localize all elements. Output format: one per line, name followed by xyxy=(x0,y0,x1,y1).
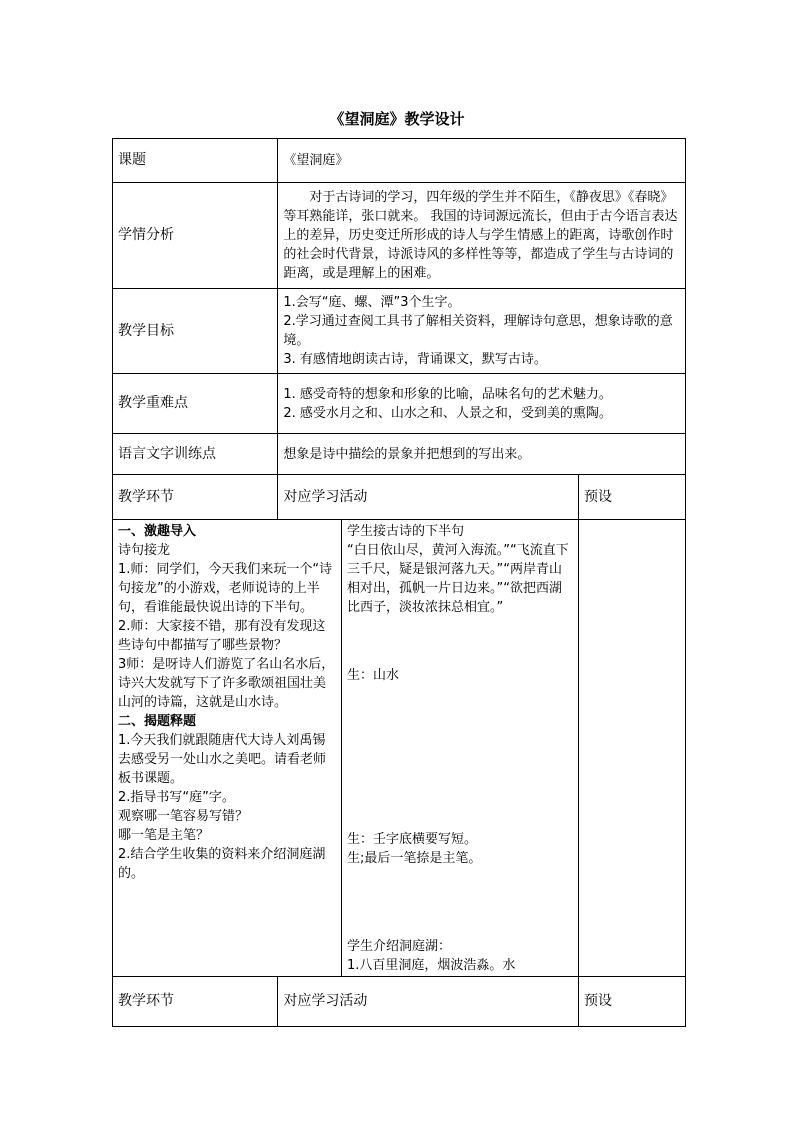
label-language: 语言文字训练点 xyxy=(113,434,278,475)
activity-line: 学生介绍洞庭湖： xyxy=(347,939,452,954)
step-line: 3师：是呀诗人们游览了名山名水后，诗兴大发就写下了许多歌颂祖国壮美山河的诗篇，这就是山水诗。 xyxy=(118,657,335,710)
header-activity: 对应学习活动 xyxy=(278,475,579,520)
teacher-steps xyxy=(113,520,342,976)
row-key-points xyxy=(113,374,686,434)
step-line: 诗句接龙 xyxy=(118,543,171,558)
lesson-plan-table xyxy=(112,138,686,1027)
header-step: 教学环节 xyxy=(113,475,278,520)
value-analysis: 对于古诗词的学习，四年级的学生并不陌生，《静夜思》《春晓》等耳熟能详，张口就来。 我国的诗词源远流长，但由于古今语言表达上的差异，历史变迁所形成的诗人与学生情感上的距离，诗歌创作时的社会时代背景，诗派诗风的多样性等等，都造成了学生与古诗词的距离，或是理解上的困难。 xyxy=(283,190,678,281)
row-goals xyxy=(113,289,686,374)
step-heading: 二、揭题释题 xyxy=(118,714,197,729)
document-title: 《望洞庭》教学设计 xyxy=(329,110,465,128)
activity-line: 学生接古诗的下半句 xyxy=(347,524,465,539)
header-preset: 预设 xyxy=(579,475,686,520)
preset-cell xyxy=(579,520,686,977)
key-point-item: 2. 感受水月之和、山水之和、人景之和，受到美的熏陶。 xyxy=(283,405,612,421)
row-analysis xyxy=(113,183,686,289)
row-language xyxy=(113,434,686,475)
step-line: 2.指导书写“庭”字。 xyxy=(118,790,235,805)
step-line: 观察哪一笔容易写错？ xyxy=(118,809,249,824)
step-line: 1.师：同学们，今天我们来玩一个“诗句接龙”的小游戏，老师说诗的上半句，看谁能最快说出诗的下半句。 xyxy=(118,562,333,615)
activity-line: 生：山水 xyxy=(347,668,400,683)
row-topic xyxy=(113,139,686,183)
activity-line: 1.八百里洞庭，烟波浩淼。水 xyxy=(347,958,516,973)
row-process-header xyxy=(113,475,686,520)
step-line: 哪一笔是主笔？ xyxy=(118,828,210,843)
footer-preset: 预设 xyxy=(579,977,686,1027)
step-heading: 一、激趣导入 xyxy=(118,524,197,539)
goal-item: 3. 有感情地朗读古诗，背诵课文，默写古诗。 xyxy=(283,352,547,367)
student-activities xyxy=(342,520,578,976)
goal-item: 2.学习通过查阅工具书了解相关资料，理解诗句意思，想象诗歌的意境。 xyxy=(283,314,673,348)
row-footer-header xyxy=(113,977,686,1027)
label-goals: 教学目标 xyxy=(113,289,278,374)
activity-line: “白日依山尽，黄河入海流。”“飞流直下三千尺，疑是银河落九天。”“两岸青山相对出，孤帆一片日边来。”“欲把西湖比西子，淡妆浓抹总相宜。” xyxy=(347,543,569,615)
step-line: 2.结合学生收集的资料来介绍洞庭湖的。 xyxy=(118,847,326,881)
footer-activity: 对应学习活动 xyxy=(278,977,579,1027)
row-process-content xyxy=(113,520,686,977)
activity-line: 生;最后一笔捺是主笔。 xyxy=(347,851,482,866)
activity-line: 生：壬字底横要写短。 xyxy=(347,832,478,847)
label-analysis: 学情分析 xyxy=(113,183,278,289)
label-topic: 课题 xyxy=(113,139,278,183)
label-key-points: 教学重难点 xyxy=(113,374,278,434)
value-language: 想象是诗中描绘的景象并把想到的写出来。 xyxy=(278,434,686,475)
step-line: 2.师：大家接不错，那有没有发现这些诗句中都描写了哪些景物？ xyxy=(118,619,326,653)
value-topic: 《望洞庭》 xyxy=(278,139,686,183)
footer-step: 教学环节 xyxy=(113,977,278,1027)
step-line: 1.今天我们就跟随唐代大诗人刘禹锡去感受另一处山水之美吧。请看老师板书课题。 xyxy=(118,733,327,786)
goal-item: 1.会写“庭、螺、潭”3个生字。 xyxy=(283,295,461,310)
key-point-item: 1. 感受奇特的想象和形象的比喻，品味名句的艺术魅力。 xyxy=(283,386,612,402)
